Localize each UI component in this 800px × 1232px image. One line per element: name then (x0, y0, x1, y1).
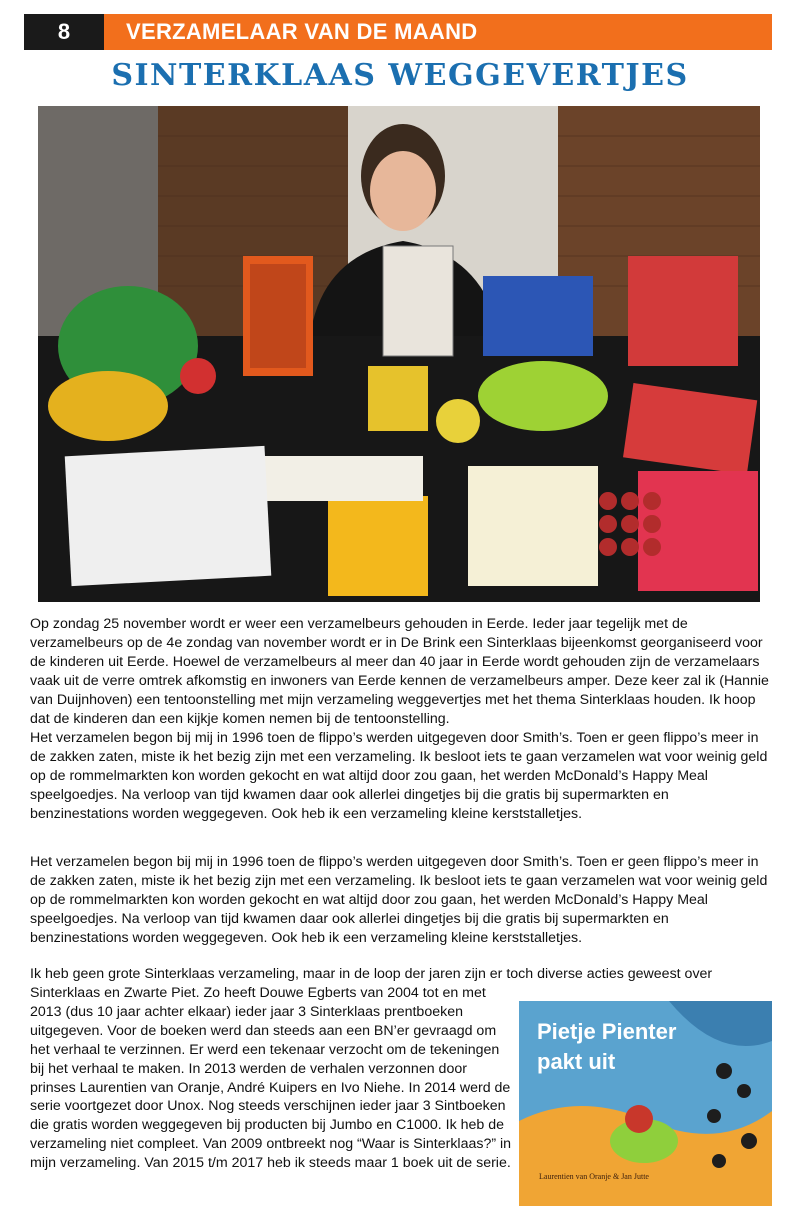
book-cover-illustration (519, 1001, 772, 1206)
book-title-line2: pakt uit (537, 1049, 616, 1074)
book-authors: Laurentien van Oranje & Jan Jutte (539, 1172, 649, 1181)
paragraph-1: Op zondag 25 november wordt er weer een verzamelbeurs gehouden in Eerde. Ieder jaar tegelijk met de verzamelbeurs op de 4e zondag van november wordt er in De Brink een Sinterklaas bijeenkomst georganiseerd voor de kinderen uit Eerde. Hoewel de verzamelbeurs al meer dan 40 jaar in Eerde wordt gehouden zijn de verzamelaars vaak uit de verre omtrek afkomstig en inwoners van Eerde kennen de verzamelbeurs amper. Deze keer zal ik (Hannie van Duijnhoven) een tentoonstelling met mijn verzameling weggevertjes met het thema Sinterklaas houden. Ik hoop dat de kinderen dan een kijkje komen nemen bij de tentoonstelling. (30, 616, 769, 727)
paragraph-2: Het verzamelen begon bij mij in 1996 toen de flippo’s werden uitgegeven door Smith’s. Toen er geen flippo’s meer in de zakken zaten, miste ik het bezig zijn met een verzameling. Ik besloot iets te gaan verzamelen wat voor weinig geld op de rommelmarkten kon worden gekocht en wat altijd door zou gaan, het werden McDonald’s Happy Meal speelgoedjes. Na verloop van tijd kwamen daar ook allerlei dingetjes bij die gratis bij supermarkten en benzinestations worden weggegeven. Ook heb ik een verzameling kleine kerststalletjes. (30, 730, 768, 822)
section-title: VERZAMELAAR VAN DE MAAND (126, 19, 478, 44)
book-title-line1: Pietje Pienter (537, 1019, 677, 1044)
paragraph-4-intro: Ik heb geen grote Sinterklaas verzameling, maar in de loop der jaren zijn er toch diverse acties geweest over (30, 966, 713, 982)
paragraph-3: Het verzamelen begon bij mij in 1996 toen de flippo’s werden uitgegeven door Smith’s. Toen er geen flippo’s meer in de zakken zaten, miste ik het bezig zijn met een verzameling. Ik besloot iets te gaan verzamelen wat voor weinig geld op de rommelmarkten kon worden gekocht en wat altijd door zou gaan, het werden McDonald’s Happy Meal speelgoedjes. Na verloop van tijd kwamen daar ook allerlei dingetjes bij die gratis bij supermarkten en benzinestations worden weggegeven. Ook heb ik een verzameling kleine kerststalletjes. (30, 854, 768, 946)
page-number: 8 (24, 14, 104, 50)
header-bar (24, 14, 772, 50)
paragraph-4-rest: Sinterklaas en Zwarte Piet. Zo heeft Douwe Egberts van 2004 tot en met 2013 (dus 10 jaar achter elkaar) ieder jaar 3 Sinterklaas prentboeken uitgegeven. Voor de boeken werd dan steeds aan een BN’er gevraagd om het verhaal te verzinnen. Er werd een tekenaar verzocht om de tekeningen bij het verhaal te maken. In 2013 werden de verhalen verzonnen door prinses Laurentien van Oranje, André Kuipers en Ivo Niehe. In 2014 werd de serie voortgezet door Unox. Nog steeds verschijnen ieder jaar 3 Sintboeken die gratis worden weggegeven bij producten bij Jumbo en C1000. Ik heb de verzameling niet compleet. Van 2009 ontbreekt nog “Waar is Sinterklaas?” in mijn verzameling. Van 2015 t/m 2017 heb ik steeds maar 1 boek uit de serie. (30, 985, 512, 1172)
book-cover-image (519, 1001, 772, 1206)
main-photo (38, 106, 760, 602)
article-title: SINTERKLAAS WEGGEVERTJES (111, 58, 689, 93)
collection-photo-illustration (38, 106, 760, 602)
